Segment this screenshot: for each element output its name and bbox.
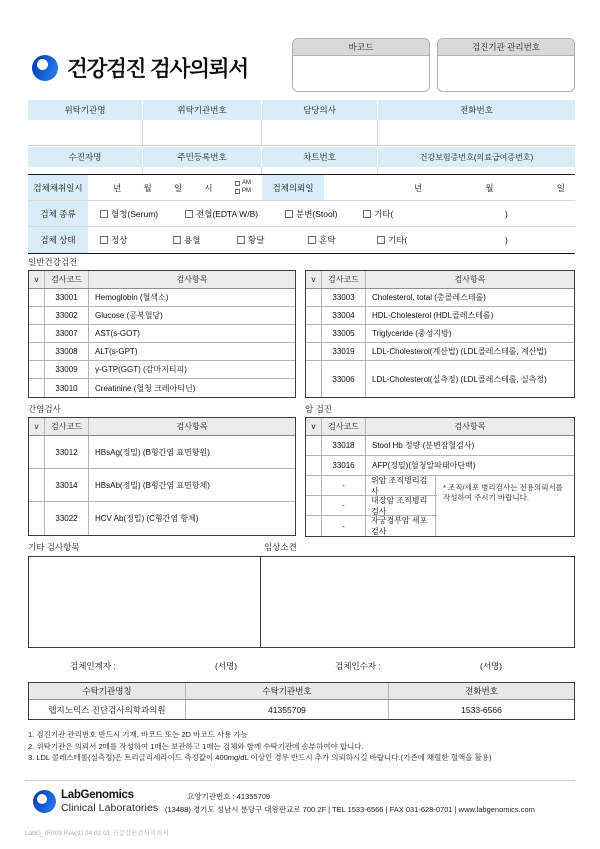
option-edta-label: 전혈(EDTA W/B) [196, 208, 259, 219]
checkbox-stool[interactable] [285, 210, 293, 218]
table-header [29, 271, 295, 289]
checkbox-pm[interactable] [235, 189, 240, 194]
col-header-patient-name: 수진자명 [28, 147, 143, 167]
section-label-other-tests: 기타 검사항목 [28, 542, 80, 552]
header-code-col: 검사코드 [45, 418, 89, 435]
lab-phone: 1533-6566 [461, 704, 502, 715]
checkbox-state-etc[interactable] [377, 236, 385, 244]
unit-year: 년 [113, 182, 122, 193]
resident-number-field[interactable] [143, 167, 262, 174]
option-edta [185, 201, 258, 226]
checkbox-type-etc[interactable] [363, 210, 371, 218]
patient-name-field[interactable] [28, 167, 143, 174]
info-header-row-2 [28, 147, 575, 167]
section-label-cancer: 암 검진 [305, 404, 332, 414]
table-row [29, 469, 295, 502]
header-item-col: 검사항목 [176, 422, 208, 431]
header-lab-name: 수탁기관명칭 [29, 683, 186, 699]
page-title: 건강검진 검사의뢰서 [67, 57, 248, 81]
test-item: γ-GTP(GGT) (감마지티피) [95, 365, 187, 374]
option-jaundice-label: 황달 [248, 235, 265, 245]
check-cell[interactable] [29, 361, 45, 378]
test-item: HBsAg(정밀) (B형간염 표면항원) [95, 447, 210, 457]
phone-field[interactable] [378, 120, 575, 145]
table-row [29, 307, 295, 325]
table-row [29, 343, 295, 361]
test-item: AFP(정밀)(혈청알파태아단백) [372, 461, 476, 470]
table-row [306, 289, 574, 307]
header-lab-phone: 전화번호 [465, 686, 498, 696]
table-row [29, 502, 295, 535]
check-cell[interactable] [29, 307, 45, 324]
test-code: 33006 [322, 361, 366, 397]
other-tests-box[interactable] [28, 556, 261, 648]
option-turbid [308, 227, 335, 253]
general-exam-table-left [28, 270, 296, 398]
option-hemolysis [173, 227, 200, 253]
check-cell[interactable] [29, 469, 45, 501]
test-code: 33019 [322, 343, 366, 360]
col-header-resident-number: 주민등록번호 [143, 147, 262, 167]
form-header [32, 52, 248, 83]
table-header [306, 271, 574, 289]
test-code: 33005 [322, 325, 366, 342]
header-check-col: v [306, 271, 322, 288]
receiver-sign-label: (서명) [480, 661, 503, 671]
state-etc-close-paren: ) [505, 235, 508, 245]
checkbox-jaundice[interactable] [237, 236, 245, 244]
doctor-field[interactable] [262, 120, 378, 145]
checkbox-turbid[interactable] [308, 236, 316, 244]
test-code: 33010 [45, 379, 89, 397]
unit-day: 일 [556, 182, 565, 193]
type-etc-close-paren: ) [505, 208, 508, 219]
check-cell[interactable] [306, 516, 322, 536]
col-header-phone: 전화번호 [378, 100, 575, 120]
section-label-hepatitis: 간염검사 [28, 404, 61, 414]
test-code: 33003 [322, 289, 366, 306]
specimen-type-options [88, 201, 575, 226]
test-item: Cholesterol, total (총콜레스테롤) [372, 293, 486, 302]
header-item-col: 검사항목 [176, 275, 208, 284]
header-item-col: 검사항목 [454, 422, 486, 431]
check-cell[interactable] [29, 379, 45, 397]
table-row [306, 361, 574, 397]
chart-number-field[interactable] [262, 167, 378, 174]
test-item: 자궁경부암 세포검사 [366, 516, 436, 536]
info-header-row-1 [28, 100, 575, 120]
test-item: Hemoglobin (혈색소) [95, 293, 169, 302]
table-row [306, 436, 574, 456]
test-code: 33012 [45, 436, 89, 468]
footer-org-number: 요양기관번호 : 41355709 [187, 792, 271, 801]
specimen-section [28, 174, 575, 254]
section-label-clinical: 임상소견 [264, 542, 297, 552]
test-item: Stool Hb 정량 (분변잠혈검사) [372, 441, 475, 450]
pm-row [235, 188, 251, 196]
lab-table-header [29, 683, 574, 700]
col-header-chart-number: 차트번호 [262, 147, 378, 167]
header-code-col: 검사코드 [45, 271, 89, 288]
footer-brand-sub: Clinical Laboratories [61, 801, 159, 814]
specimen-state-options [88, 227, 575, 253]
org-number-box-label: 검진기관 관리번호 [438, 39, 574, 56]
header-lab-number: 수탁기관번호 [186, 683, 389, 699]
pm-label: PM [241, 187, 251, 194]
option-type-etc [363, 201, 393, 226]
header-check-col: v [29, 418, 45, 435]
info-data-row-1 [28, 120, 575, 146]
labgenomics-logo-icon [32, 55, 58, 81]
test-item: HDL-Cholesterol (HDL콜레스테롤) [372, 311, 494, 320]
cancer-table [305, 417, 575, 537]
lab-table-data [29, 700, 574, 719]
section-label-general: 일반건강검진 [28, 257, 78, 267]
footnote-3: 3. LDL 콜레스테롤(실측정)은 트리글리세라이드 측정값이 400mg/dL 이상인 경우 반드시 추가 의뢰하시길 바랍니다.(기존에 채혈한 혈액을 활용) [28, 753, 492, 762]
option-serum-label: 혈청(Serum) [111, 208, 159, 219]
specimen-state-row [28, 227, 575, 253]
check-cell[interactable] [29, 289, 45, 306]
check-cell[interactable] [306, 361, 322, 397]
table-header [29, 418, 295, 436]
unit-month: 월 [143, 182, 152, 193]
test-item: Glucose (공복혈당) [95, 311, 163, 320]
test-code: 33008 [45, 343, 89, 360]
check-cell[interactable] [306, 456, 322, 475]
hepatitis-table [28, 417, 296, 536]
header-item-col: 검사항목 [454, 275, 486, 284]
specimen-type-row [28, 201, 575, 227]
am-label: AM [241, 180, 251, 186]
test-code: 33007 [45, 325, 89, 342]
unit-year: 년 [414, 182, 423, 193]
test-code: - [322, 516, 366, 536]
test-item: LDL-Cholesterol(실측정) (LDL콜레스테롤, 실측정) [372, 374, 547, 384]
check-cell[interactable] [29, 325, 45, 342]
org-number-box [437, 38, 575, 92]
header-code-col: 검사코드 [322, 271, 366, 288]
check-cell[interactable] [29, 343, 45, 360]
check-cell[interactable] [29, 436, 45, 468]
lab-info-table [28, 682, 575, 720]
option-normal [100, 227, 127, 253]
test-item: 대장암 조직병리검사 [366, 496, 436, 515]
test-item: 위암 조직병리검사 [366, 476, 436, 495]
specimen-type-label: 검체 종류 [28, 201, 88, 226]
test-item: HBsAb(정밀) (B형간염 표면항체) [95, 480, 210, 490]
checkbox-serum[interactable] [100, 210, 108, 218]
option-stool [285, 201, 337, 226]
request-date-label: 검체의뢰일 [262, 175, 324, 200]
barcode-box [292, 38, 430, 92]
check-cell[interactable] [306, 325, 322, 342]
table-row [29, 379, 295, 397]
am-pm-group [235, 180, 251, 195]
test-item: Creatinine (혈청 크레아티닌) [95, 383, 196, 393]
test-code: - [322, 496, 366, 515]
check-cell[interactable] [306, 307, 322, 324]
test-item: AST(s-GOT) [95, 329, 140, 338]
document-code: LabG_IR009 Rev(1) 24.02.01 건강검진검사의뢰서 [25, 830, 169, 837]
unit-month: 월 [485, 182, 494, 193]
insurance-number-field[interactable] [378, 167, 575, 174]
barcode-box-field[interactable] [293, 56, 429, 92]
header-check-col: v [306, 418, 322, 435]
request-date-fields[interactable] [324, 175, 575, 200]
collection-datetime-row [28, 175, 575, 201]
option-type-etc-label: 기타( [374, 208, 394, 219]
header-code-col: 검사코드 [322, 418, 366, 435]
col-header-consigner-name: 위탁기관명 [28, 100, 143, 120]
option-state-etc [377, 227, 407, 253]
footnote-2: 2. 위탁기관은 의뢰서 2매를 작성하여 1매는 보관하고 1매는 검체와 함께 수탁기관에 송부하여야 합니다. [28, 741, 364, 751]
test-item: Triglyceride (중성지방) [372, 329, 452, 338]
labgenomics-footer-logo-icon [33, 790, 56, 813]
option-hemolysis-label: 용혈 [184, 235, 201, 245]
option-jaundice [237, 227, 264, 253]
footer-address: (13488) 경기도 성남시 분당구 대왕판교로 700 2F | TEL 1533-6566 | FAX 031-628-0701 | www.labgenomics.com [165, 805, 535, 814]
table-row [29, 436, 295, 469]
test-item: ALT(s-GPT) [95, 347, 138, 356]
test-code: 33018 [322, 436, 366, 455]
test-code: 33022 [45, 502, 89, 535]
consigner-name-field[interactable] [28, 120, 143, 145]
check-cell[interactable] [306, 436, 322, 455]
table-row [306, 307, 574, 325]
check-cell[interactable] [306, 476, 322, 495]
lab-name: 랩지노믹스 진단검사의학과의원 [29, 700, 186, 719]
table-row [29, 325, 295, 343]
header-check-col: v [29, 271, 45, 288]
table-row [306, 456, 574, 476]
unit-day: 일 [173, 182, 183, 193]
handover-sign-label: (서명) [215, 661, 238, 671]
unit-hour: 시 [204, 182, 213, 193]
table-row [29, 289, 295, 307]
checkbox-normal[interactable] [100, 236, 108, 244]
barcode-box-label: 바코드 [293, 39, 429, 56]
test-code: 33001 [45, 289, 89, 306]
checkbox-edta[interactable] [185, 210, 193, 218]
test-item: LDL-Cholesterol(계산법) (LDL콜레스테롤, 계산법) [372, 347, 547, 356]
general-exam-table-right [305, 270, 575, 398]
am-row [235, 180, 251, 188]
collection-datetime-label: 검체채취일시 [28, 175, 88, 200]
collection-datetime-fields[interactable] [88, 175, 262, 200]
footer-brand [61, 789, 158, 814]
test-code: 33014 [45, 469, 89, 501]
table-header [306, 418, 574, 436]
col-header-doctor: 담당의사 [262, 100, 378, 120]
test-item: HCV Ab(정밀) (C형간염 항체) [95, 514, 199, 523]
checkbox-hemolysis[interactable] [173, 236, 181, 244]
checkbox-am[interactable] [235, 181, 240, 186]
org-number-box-field[interactable] [438, 56, 574, 92]
check-cell[interactable] [306, 496, 322, 515]
footnote-1: 1. 검진기관 관리번호 반드시 기재, 바코드 또는 2D 바코드 사용 가능 [28, 730, 248, 739]
footer-brand-name: LabGenomics [61, 789, 134, 801]
col-header-consigner-number: 위탁기관번호 [143, 100, 262, 120]
consigner-number-field[interactable] [143, 120, 262, 145]
footer-divider [25, 780, 575, 781]
table-row [306, 343, 574, 361]
test-code: - [322, 476, 366, 495]
option-normal-label: 정상 [111, 235, 128, 245]
option-turbid-label: 혼탁 [319, 235, 336, 245]
check-cell[interactable] [306, 289, 322, 306]
footnotes [28, 729, 492, 764]
test-code: 33004 [322, 307, 366, 324]
option-serum [100, 201, 158, 226]
receiver-label: 검체인수자 : [335, 661, 381, 671]
test-code: 33002 [45, 307, 89, 324]
table-row [306, 325, 574, 343]
check-cell[interactable] [29, 502, 45, 535]
check-cell[interactable] [306, 343, 322, 360]
option-stool-label: 분변(Stool) [296, 208, 338, 219]
handover-label: 검체인계자 : [70, 661, 116, 671]
lab-number: 41355709 [186, 700, 389, 719]
col-header-insurance-number: 건강보험증번호(의료급여증번호) [378, 147, 575, 167]
option-state-etc-label: 기타( [388, 235, 408, 245]
info-data-row-2 [28, 167, 575, 174]
specimen-state-label: 검체 상태 [28, 227, 88, 253]
test-code: 33016 [322, 456, 366, 475]
clinical-findings-box[interactable] [261, 556, 575, 648]
pathology-note: * 조직/세포 병리검사는 전용의뢰서를 작성하여 주시기 바랍니다. [437, 476, 574, 536]
test-code: 33009 [45, 361, 89, 378]
table-row [29, 361, 295, 379]
